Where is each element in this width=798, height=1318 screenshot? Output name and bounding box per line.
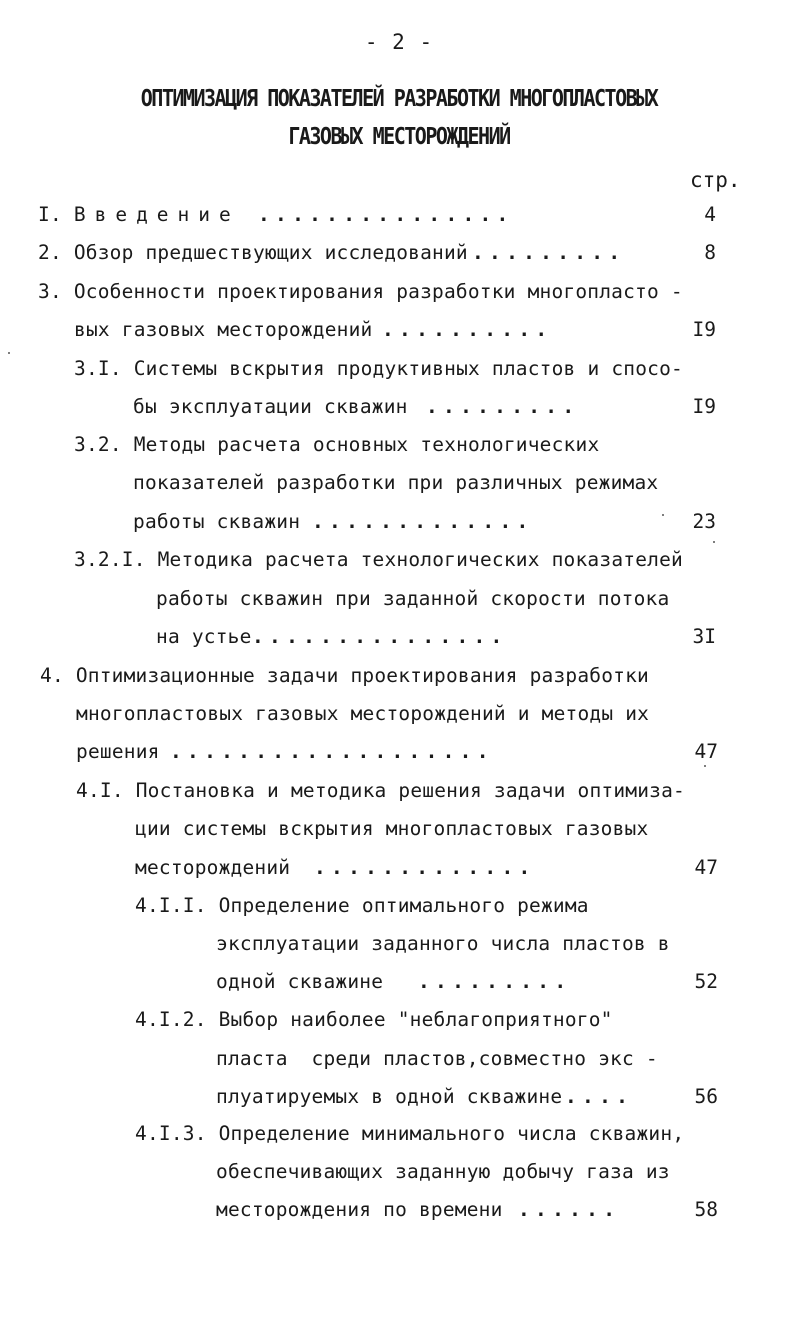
toc-entry-3-2-1 [74, 548, 683, 571]
toc-entry-number: I. [38, 203, 62, 226]
toc-entry-title-line-2: ции системы вскрытия многопластовых газовых [135, 817, 649, 840]
toc-entry-number: 3.2.I. [74, 548, 146, 571]
leader-dots: ............... [258, 203, 514, 226]
toc-entry-1 [38, 203, 240, 226]
leader-dots: ......... [472, 241, 626, 264]
toc-entry-page: 47 [694, 740, 718, 763]
toc-entry-page: I9 [692, 395, 716, 418]
page-number: - 2 - [364, 30, 434, 54]
toc-entry-title-line-2: многопластовых газовых месторождений и методы их [76, 702, 650, 725]
toc-entry-page: 56 [694, 1085, 718, 1108]
toc-entry-3-1 [74, 357, 683, 380]
toc-entry-page: 4 [704, 203, 716, 226]
toc-entry-title-line-3: работы скважин [133, 510, 301, 533]
toc-entry-2 [38, 241, 468, 264]
toc-entry-page: I9 [692, 318, 716, 341]
toc-entry-page: 23 [692, 510, 716, 533]
leader-dots: ...... [518, 1198, 621, 1221]
toc-entry-title-line-2: обеспечивающих заданную добычу газа из [216, 1160, 670, 1183]
toc-entry-number: 4.I.2. [135, 1008, 207, 1031]
toc-entry-title: Обзор предшествующих исследований [73, 241, 468, 264]
toc-entry-number: 4.I.I. [135, 894, 207, 917]
toc-entry-number: 3.I. [74, 357, 122, 380]
toc-entry-page: 8 [704, 241, 716, 264]
toc-entry-title-line-1: Методика расчета технологических показателей [157, 548, 683, 571]
leader-dots: ............... [252, 625, 508, 648]
toc-entry-4-1-2 [135, 1008, 613, 1031]
toc-entry-title-line-1: Определение минимального числа скважин, [218, 1122, 685, 1145]
toc-entry-title-line-3: решения [76, 740, 160, 763]
toc-entry-number: 3.2. [74, 433, 122, 456]
leader-dots: .... [565, 1085, 634, 1108]
toc-entry-title-line-1: Особенности проектирования разработки многопласто - [73, 280, 683, 303]
toc-entry-number: 4. [40, 664, 64, 687]
toc-entry-4-1-3 [135, 1122, 684, 1145]
toc-entry-title-line-3: одной скважине [216, 970, 384, 993]
toc-entry-4 [40, 664, 649, 687]
toc-entry-title-line-1: Системы вскрытия продуктивных пластов и спосо- [133, 357, 683, 380]
toc-entry-number: 4.I.3. [135, 1122, 207, 1145]
toc-entry-number: 2. [38, 241, 62, 264]
leader-dots: .......... [382, 318, 553, 341]
leader-dots: ................... [170, 740, 494, 763]
toc-entry-title-line-2: бы эксплуатации скважин [133, 395, 408, 418]
toc-entry-4-1-1 [135, 894, 589, 917]
toc-entry-title-line-1: Оптимизационные задачи проектирования разработки [75, 664, 649, 687]
scan-speck [8, 352, 10, 354]
scan-speck [662, 514, 664, 516]
toc-entry-title-line-1: Методы расчета основных технологических [133, 433, 600, 456]
toc-entry-page: 52 [694, 970, 718, 993]
toc-entry-4-1 [76, 779, 685, 802]
toc-entry-page: 58 [694, 1198, 718, 1221]
scan-speck [704, 765, 706, 767]
toc-entry-title-line-3: плуатируемых в одной скважине [216, 1085, 563, 1108]
scan-speck [713, 541, 715, 543]
leader-dots: ......... [426, 395, 580, 418]
toc-entry-title-line-2: эксплуатации заданного числа пластов в [216, 932, 670, 955]
toc-entry-title-line-1: Выбор наиболее "неблагоприятного" [218, 1008, 613, 1031]
page-column-header: стр. [690, 168, 741, 192]
title-line-2: ГАЗОВЫХ МЕСТОРОЖДЕНИЙ [288, 122, 510, 150]
leader-dots: ............. [312, 510, 534, 533]
toc-entry-title-line-1: Постановка и методика решения задачи оптимиза- [135, 779, 685, 802]
toc-entry-title: Введение [73, 203, 240, 226]
toc-entry-number: 3. [38, 280, 62, 303]
toc-entry-3-2 [74, 433, 599, 456]
title-line-1: ОПТИМИЗАЦИЯ ПОКАЗАТЕЛЕЙ РАЗРАБОТКИ МНОГОПЛАСТОВЫХ [140, 84, 658, 112]
toc-entry-title-line-3: месторождения по времени [216, 1198, 503, 1221]
toc-entry-title-line-2: работы скважин при заданной скорости потока [156, 587, 670, 610]
toc-entry-title-line-2: пласта среди пластов,совместно экс - [216, 1047, 658, 1070]
leader-dots: ............. [314, 856, 536, 879]
toc-entry-title-line-1: Определение оптимального режима [218, 894, 589, 917]
toc-entry-page: 47 [694, 856, 718, 879]
toc-entry-title-line-2: показателей разработки при различных режимах [133, 471, 659, 494]
toc-entry-title-line-3: месторождений [135, 856, 291, 879]
toc-entry-title-line-2: вых газовых месторождений [74, 318, 373, 341]
leader-dots: ......... [418, 970, 572, 993]
toc-entry-page: 3I [692, 625, 716, 648]
toc-entry-title-line-3: на устье [156, 625, 252, 648]
toc-entry-number: 4.I. [76, 779, 124, 802]
toc-entry-3 [38, 280, 683, 303]
